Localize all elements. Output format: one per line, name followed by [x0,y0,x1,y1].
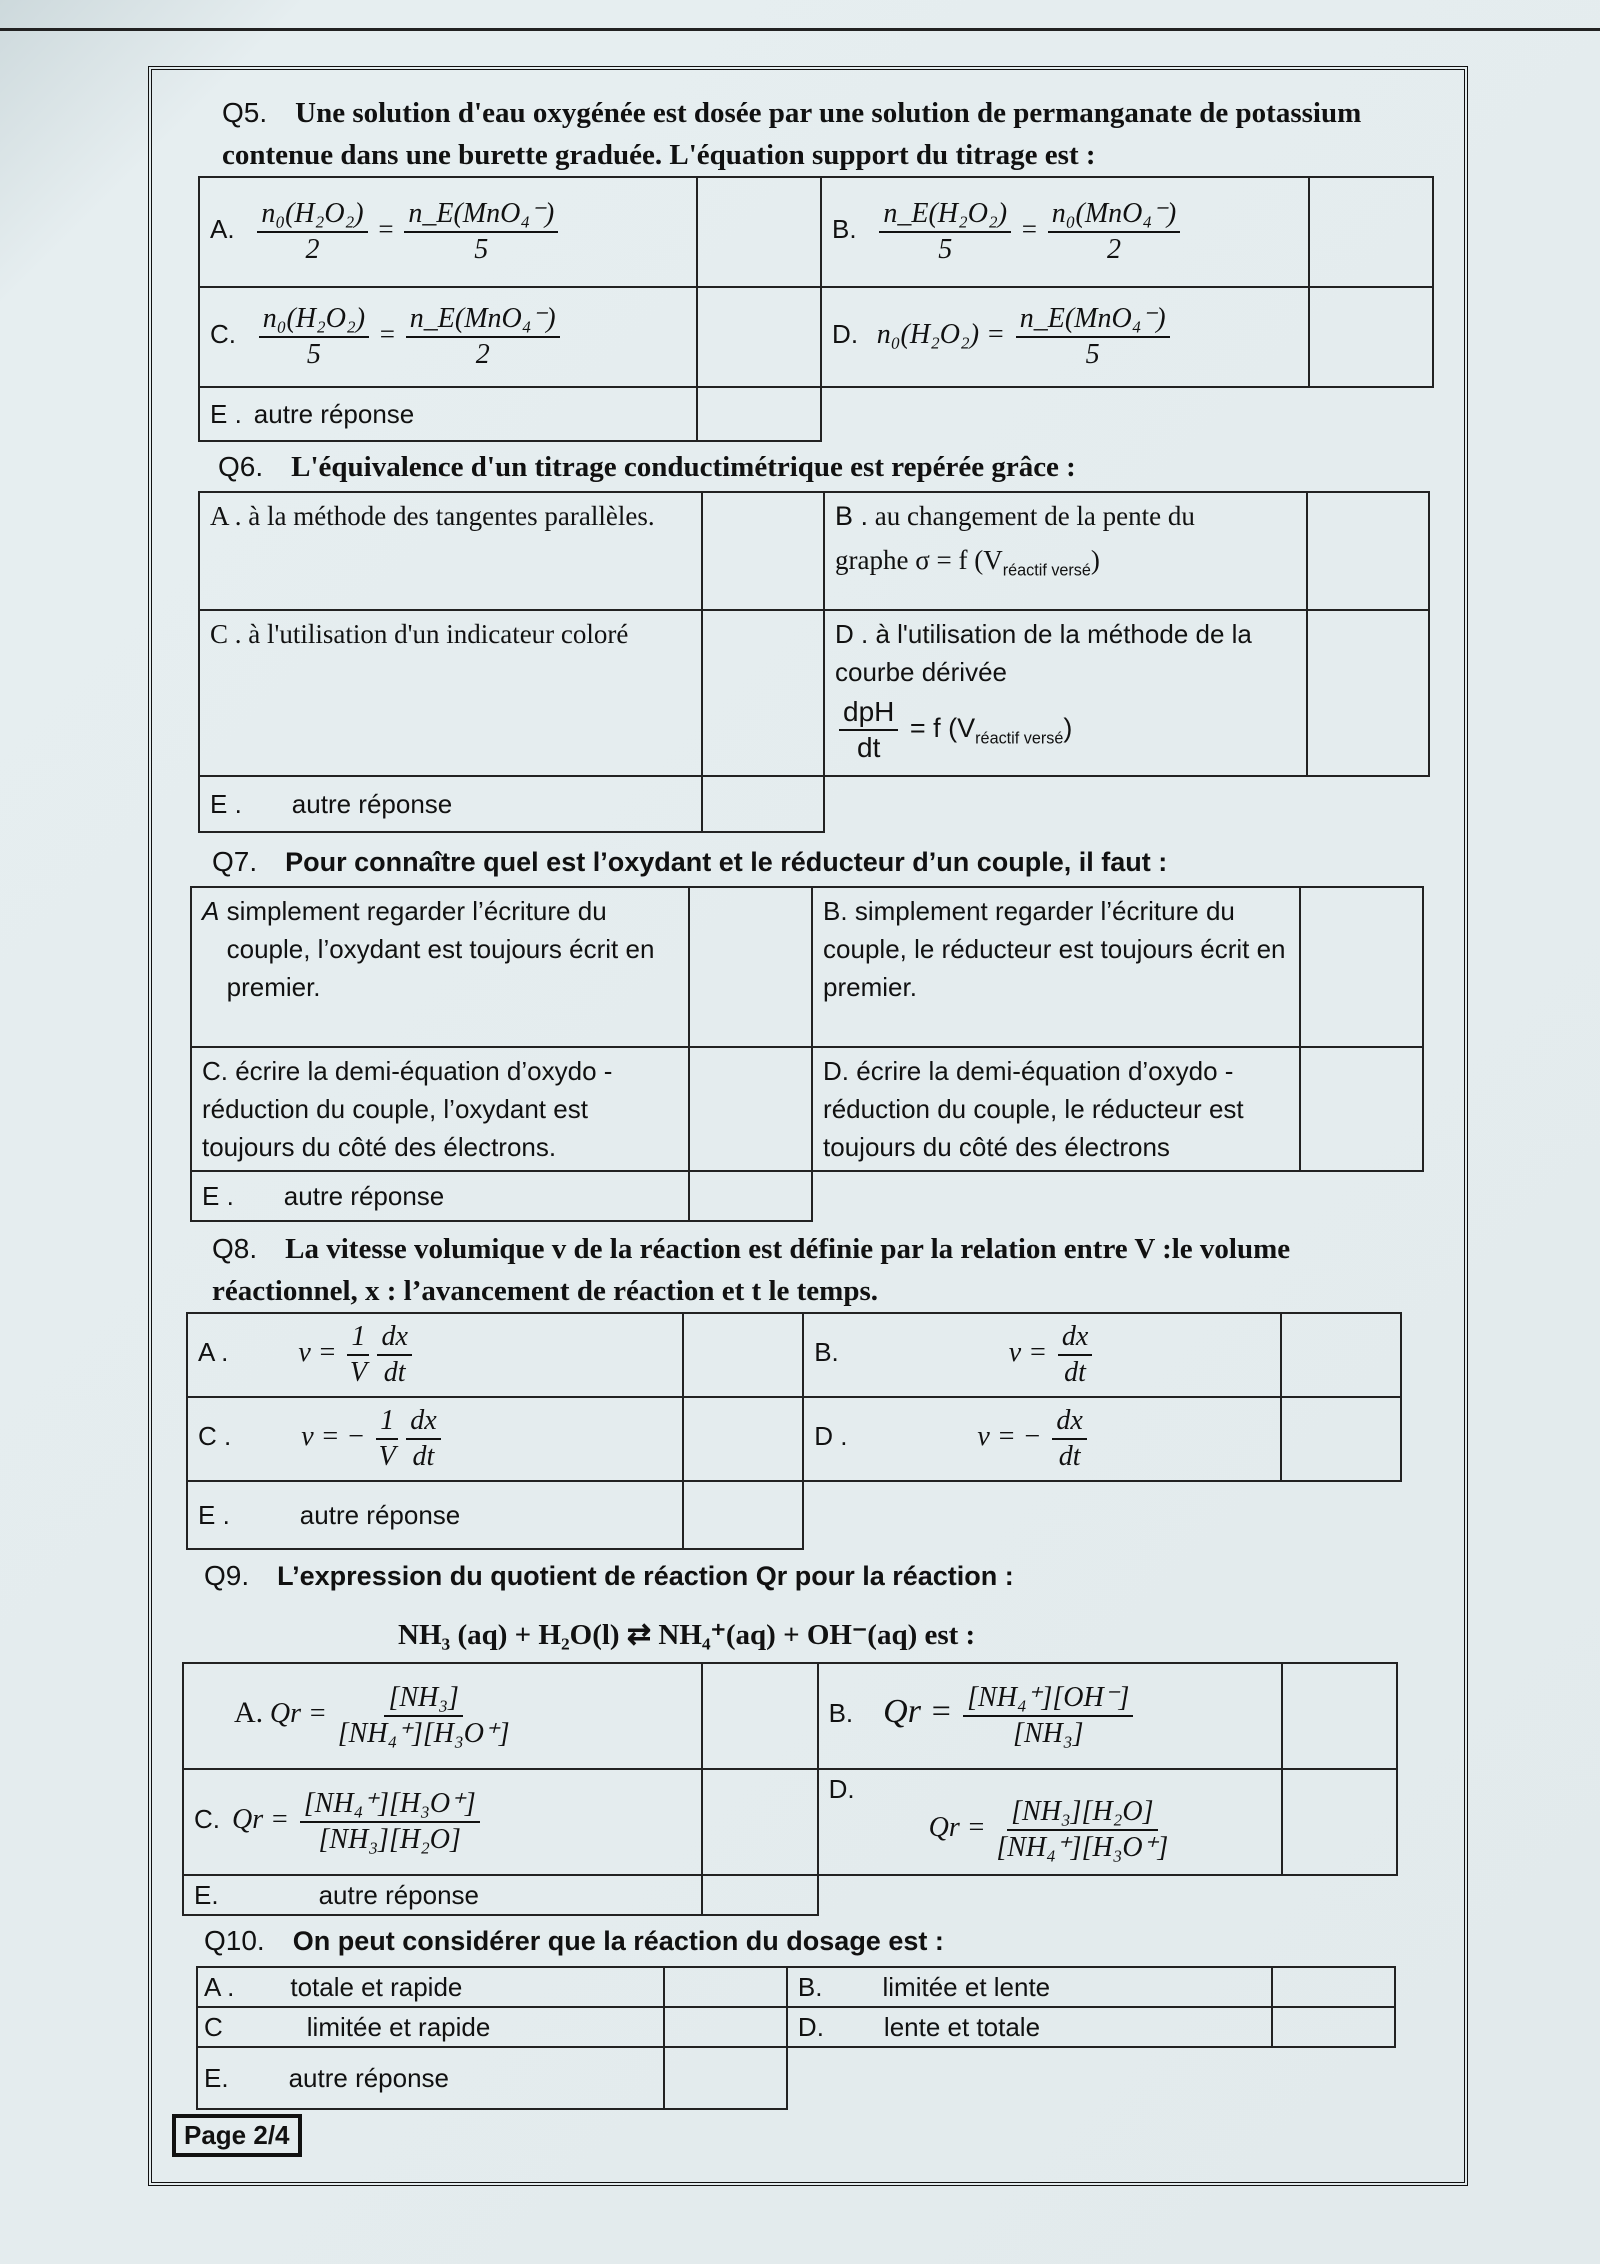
q10-option-b[interactable]: B. limitée et lente [787,1967,1272,2007]
q10-option-a[interactable]: A . totale et rapide [197,1967,664,2007]
q5-text: Une solution d'eau oxygénée est dosée par une solution de permanganate de potassium contenue dans une burette graduée. L'équation support du titrage est : [222,97,1362,171]
q9-option-c[interactable]: C. Qr = $\frac{\text{[NH₄⁺][H₃O⁺]}}{\text{[NH₃][H₂O]}}$ [183,1769,702,1875]
q8-option-a[interactable]: A . v = $\frac{1}{V}$ $\frac{dx}{dt}$ [187,1313,683,1397]
q7-c-checkbox[interactable] [689,1047,812,1171]
q5-option-c[interactable]: C. $\frac{\text{n₀(H₂O₂)}}{5}$ = $\frac{\text{n\_E(MnO₄⁻)}}{2}$ [199,287,697,387]
q10-number: Q10. [204,1925,265,1956]
q8-answers [186,1312,1402,1550]
q10-option-c[interactable]: C limitée et rapide [197,2007,664,2047]
q5-a-checkbox[interactable] [697,177,821,287]
q10-option-d[interactable]: D. lente et totale [787,2007,1272,2047]
q7-option-b[interactable]: B. simplement regarder l’écriture du couple, le réducteur est toujours écrit en premier. [812,887,1300,1047]
q9-option-e[interactable]: E. autre réponse [183,1875,702,1915]
q5-b-label: B. [832,214,857,245]
q6-answers [198,491,1430,833]
q9-e-checkbox[interactable] [702,1875,817,1915]
q8-heading [212,1228,1362,1312]
q9-number: Q9. [204,1560,250,1591]
q8-number: Q8. [212,1233,258,1264]
q5-b-checkbox[interactable] [1309,177,1433,287]
q5-d-lhs: n₀(H₂O₂) = [876,319,1005,351]
q5-c-frac2: $\frac{\text{n\_E(MnO₄⁻)}}{2}$ [406,302,560,372]
q9-text: L’expression du quotient de réaction Qr pour la réaction : [277,1561,1014,1591]
q6-option-c[interactable]: C . à l'utilisation d'un indicateur coloré [199,610,702,776]
q5-heading [222,92,1372,176]
q5-c-label: C. [210,319,236,350]
q8-b-checkbox[interactable] [1281,1313,1401,1397]
q5-number: Q5. [222,97,268,128]
q5-d-label: D. [832,319,859,350]
q10-text: On peut considérer que la réaction du dosage est : [292,1926,944,1956]
q5-e-checkbox[interactable] [697,387,821,441]
q5-option-d[interactable] [821,287,1309,387]
q8-text: La vitesse volumique v de la réaction est définie par la relation entre V :le volume réactionnel, x : l’avancement de réaction et t le temps. [212,1233,1291,1307]
q8-e-checkbox[interactable] [683,1481,803,1549]
q9-d-checkbox[interactable] [1282,1769,1397,1875]
q5-option-a[interactable]: A. $\frac{\text{n₀(H₂O₂)}}{2}$ = $\frac{\text{n\_E(MnO₄⁻)}}{5}$ [199,177,697,287]
q5-answers [198,176,1434,442]
q7-heading [212,841,1362,883]
q9-answers [182,1662,1398,1916]
q5-b-frac2: $\frac{\text{n₀(MnO₄⁻)}}{2}$ [1048,197,1180,267]
top-edge-line [0,28,1600,31]
q8-option-c[interactable]: C . v = − $\frac{1}{V}$ $\frac{dx}{dt}$ [187,1397,683,1481]
q7-e-checkbox[interactable] [689,1171,812,1221]
q10-d-checkbox[interactable] [1272,2007,1395,2047]
q5-a-frac1: $\frac{\text{n₀(H₂O₂)}}{2}$ [257,197,367,267]
q7-text: Pour connaître quel est l’oxydant et le réducteur d’un couple, il faut : [285,847,1168,877]
q9-c-checkbox[interactable] [702,1769,817,1875]
q9-option-d[interactable]: D. Qr = $\frac{\text{[NH₃][H₂O]}}{\text{[NH₄⁺][H₃O⁺]}}$ [818,1769,1282,1875]
q10-heading [204,1920,1354,1962]
q8-d-checkbox[interactable] [1281,1397,1401,1481]
q10-e-checkbox[interactable] [664,2047,787,2109]
q10-b-checkbox[interactable] [1272,1967,1395,2007]
q6-option-b[interactable]: B . au changement de la pente du graphe σ = f $(V_{réactif versé})$ [824,492,1307,610]
q8-option-d[interactable]: D . v = − $\frac{dx}{dt}$ [803,1397,1281,1481]
q5-a-frac2: $\frac{\text{n\_E(MnO₄⁻)}}{5}$ [404,197,558,267]
q5-c-checkbox[interactable] [697,287,821,387]
q6-text: L'équivalence d'un titrage conductimétrique est repérée grâce : [291,451,1076,483]
q6-option-e[interactable]: E . autre réponse [199,776,702,832]
q8-option-b[interactable]: B. v = $\frac{dx}{dt}$ [803,1313,1281,1397]
q6-heading [218,446,1368,488]
q5-b-frac1: $\frac{\text{n\_E(H₂O₂)}}{5}$ [879,197,1011,267]
q9-b-checkbox[interactable] [1282,1663,1397,1769]
q7-option-d[interactable]: D. écrire la demi-équation d’oxydo - réduction du couple, le réducteur est toujours du côté des électrons [812,1047,1300,1171]
q5-a-label: A. [210,214,235,245]
q9-option-b[interactable]: B. Qr = $\frac{\text{[NH₄⁺][OH⁻]}}{\text{[NH₃]}}$ [818,1663,1282,1769]
q10-answers [196,1966,1396,2110]
q6-number: Q6. [218,451,264,482]
q6-a-checkbox[interactable] [702,492,824,610]
q5-c-frac1: $\frac{\text{n₀(H₂O₂)}}{5}$ [259,302,369,372]
q7-number: Q7. [212,846,258,877]
q9-a-checkbox[interactable] [702,1663,817,1769]
q6-option-a[interactable]: A . à la méthode des tangentes parallèles. [199,492,702,610]
q8-option-e[interactable]: E . autre réponse [187,1481,683,1549]
q10-c-checkbox[interactable] [664,2007,787,2047]
q7-option-c[interactable]: C. écrire la demi-équation d’oxydo - réduction du couple, l’oxydant est toujours du côté des électrons. [191,1047,689,1171]
q6-b-checkbox[interactable] [1307,492,1429,610]
q7-option-a[interactable]: A simplement regarder l’écriture du couple, l’oxydant est toujours écrit en premier. [191,887,689,1047]
q10-a-checkbox[interactable] [664,1967,787,2007]
q7-a-checkbox[interactable] [689,887,812,1047]
q8-a-checkbox[interactable] [683,1313,803,1397]
q5-option-b[interactable]: B. $\frac{\text{n\_E(H₂O₂)}}{5}$ = $\frac{\text{n₀(MnO₄⁻)}}{2}$ [821,177,1309,287]
q6-c-checkbox[interactable] [702,610,824,776]
q5-option-e[interactable]: E . autre réponse [199,387,697,441]
q7-b-checkbox[interactable] [1300,887,1423,1047]
q9-heading [204,1555,1354,1597]
q6-e-checkbox[interactable] [702,776,824,832]
q7-option-e[interactable]: E . autre réponse [191,1171,689,1221]
q5-d-frac: $\frac{\text{n\_E(MnO₄⁻)}}{5}$ [1016,302,1170,372]
q7-answers [190,886,1424,1222]
q9-option-a[interactable]: A. Qr = $\frac{\text{[NH₃]}}{\text{[NH₄⁺][H₃O⁺]}}$ [183,1663,702,1769]
q7-d-checkbox[interactable] [1300,1047,1423,1171]
q9-equation: NH₃ (aq) + H₂O(l) ⇄ NH₄⁺(aq) + OH⁻(aq) est : [398,1619,976,1651]
q8-c-checkbox[interactable] [683,1397,803,1481]
q5-d-checkbox[interactable] [1309,287,1433,387]
q6-d-checkbox[interactable] [1307,610,1429,776]
page-number: Page 2/4 [172,2114,302,2157]
q10-option-e[interactable]: E. autre réponse [197,2047,664,2109]
q6-option-d[interactable]: D . à l'utilisation de la méthode de la courbe dérivée $\frac{\text{dpH}}{dt}$ = f $(V_{réactif versé})$ [824,610,1307,776]
